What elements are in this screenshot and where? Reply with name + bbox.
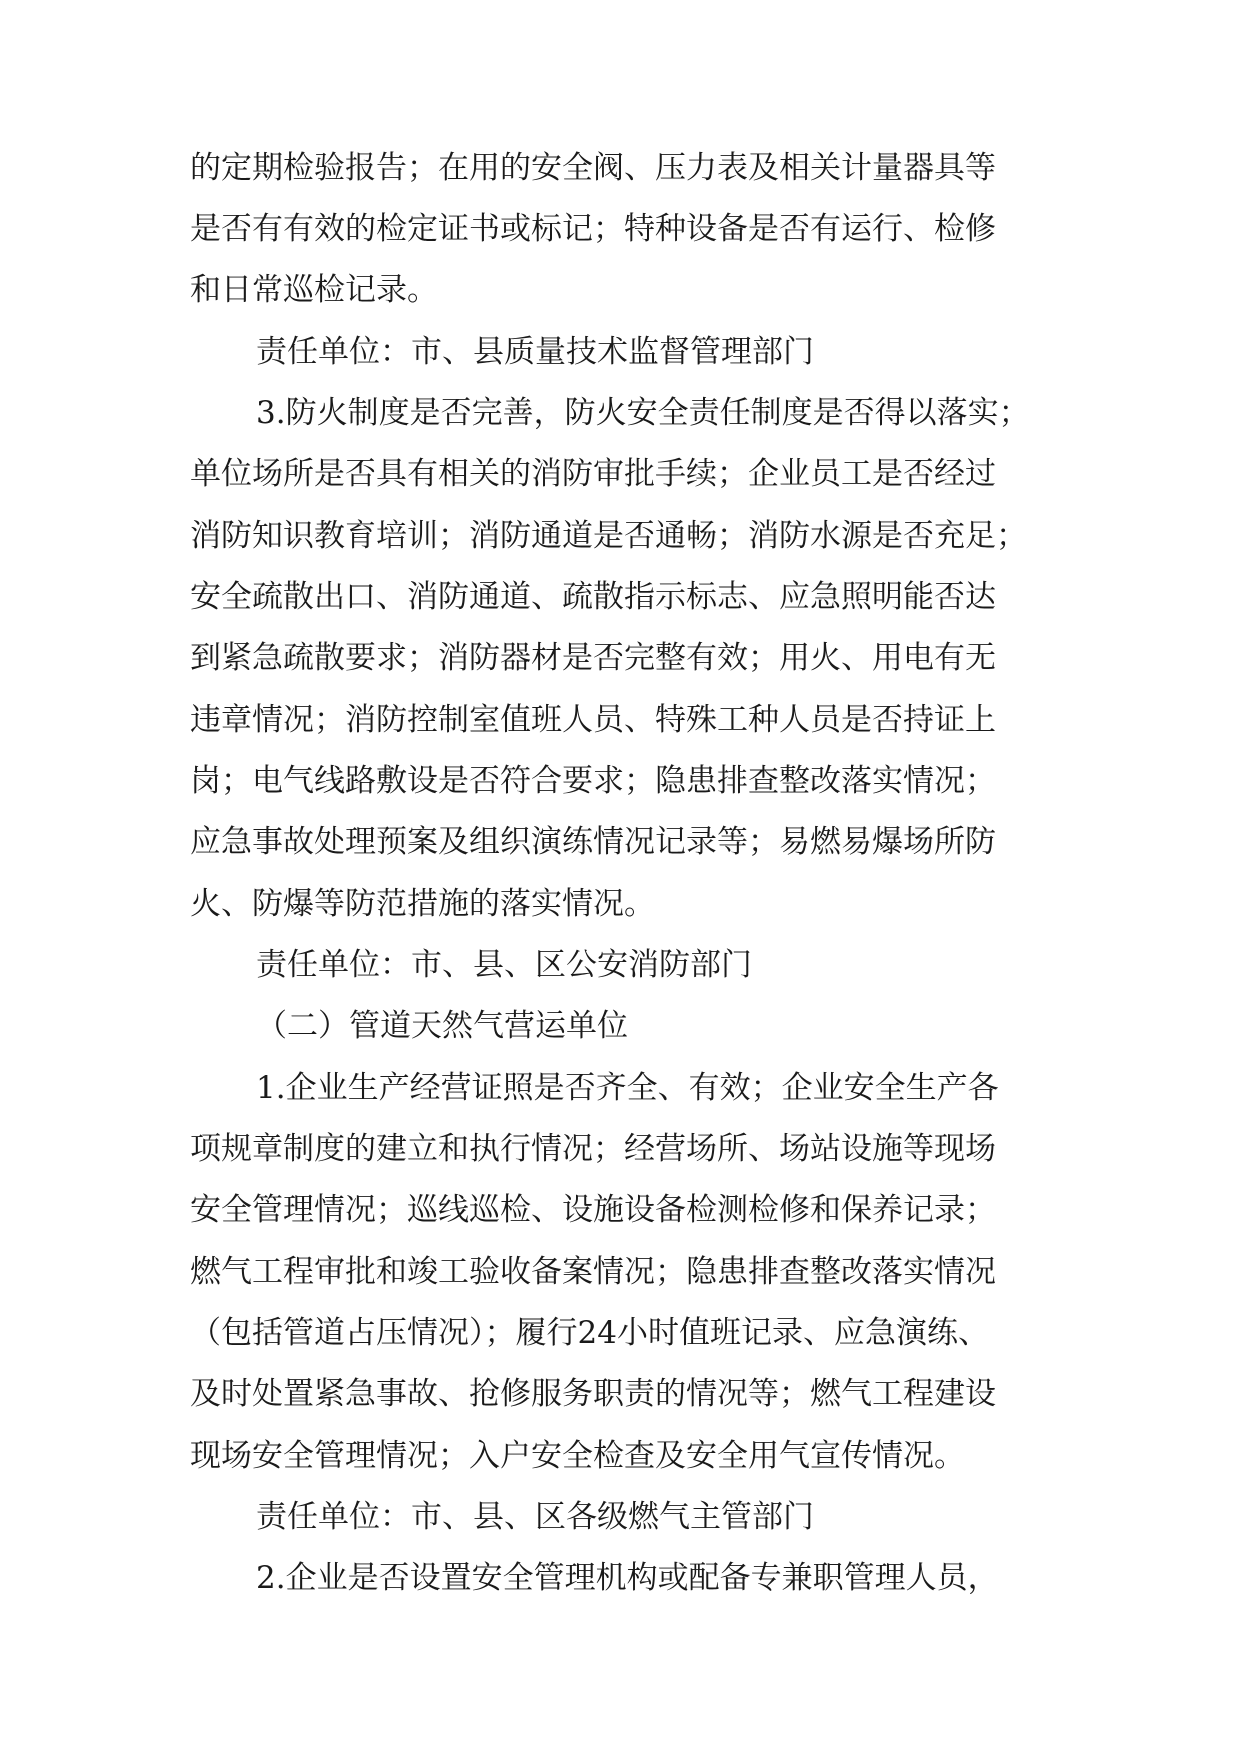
item-2-heading-line: 2.企业是否设置安全管理机构或配备专兼职管理人员，	[256, 1560, 999, 1596]
body-text-line: 是否有有效的检定证书或标记；特种设备是否有运行、检修	[190, 211, 996, 247]
body-text-line: 项规章制度的建立和执行情况；经营场所、场站设施等现场	[190, 1131, 996, 1167]
body-text-line: 的定期检验报告；在用的安全阀、压力表及相关计量器具等	[190, 150, 996, 186]
body-text-line: （包括管道占压情况）；履行24小时值班记录、应急演练、	[190, 1315, 989, 1351]
item-3-heading-line: 3.防火制度是否完善，防火安全责任制度是否得以落实；	[256, 395, 1030, 431]
body-text-line: 燃气工程审批和竣工验收备案情况；隐患排查整改落实情况	[190, 1254, 996, 1290]
responsible-unit-line: 责任单位：市、县质量技术监督管理部门	[256, 334, 814, 370]
body-text-line: 消防知识教育培训；消防通道是否通畅；消防水源是否充足；	[190, 518, 1027, 554]
body-text-line: 火、防爆等防范措施的落实情况。	[190, 886, 655, 922]
body-text-line: 及时处置紧急事故、抢修服务职责的情况等；燃气工程建设	[190, 1376, 996, 1412]
body-text-line: 应急事故处理预案及组织演练情况记录等；易燃易爆场所防	[190, 824, 996, 860]
body-text-line: 安全管理情况；巡线巡检、设施设备检测检修和保养记录；	[190, 1192, 996, 1228]
body-text-line: 违章情况；消防控制室值班人员、特殊工种人员是否持证上	[190, 702, 996, 738]
body-text-line: 到紧急疏散要求；消防器材是否完整有效；用火、用电有无	[190, 640, 996, 676]
body-text-line: 安全疏散出口、消防通道、疏散指示标志、应急照明能否达	[190, 579, 996, 615]
body-text-line: 岗；电气线路敷设是否符合要求；隐患排查整改落实情况；	[190, 763, 996, 799]
body-text-line: 和日常巡检记录。	[190, 272, 438, 308]
section-heading: （二）管道天然气营运单位	[256, 1008, 628, 1044]
item-1-heading-line: 1.企业生产经营证照是否齐全、有效；企业安全生产各	[256, 1070, 999, 1106]
responsible-unit-line: 责任单位：市、县、区各级燃气主管部门	[256, 1499, 814, 1535]
body-text-line: 现场安全管理情况；入户安全检查及安全用气宣传情况。	[190, 1438, 965, 1474]
body-text-line: 单位场所是否具有相关的消防审批手续；企业员工是否经过	[190, 456, 996, 492]
responsible-unit-line: 责任单位：市、县、区公安消防部门	[256, 947, 752, 983]
